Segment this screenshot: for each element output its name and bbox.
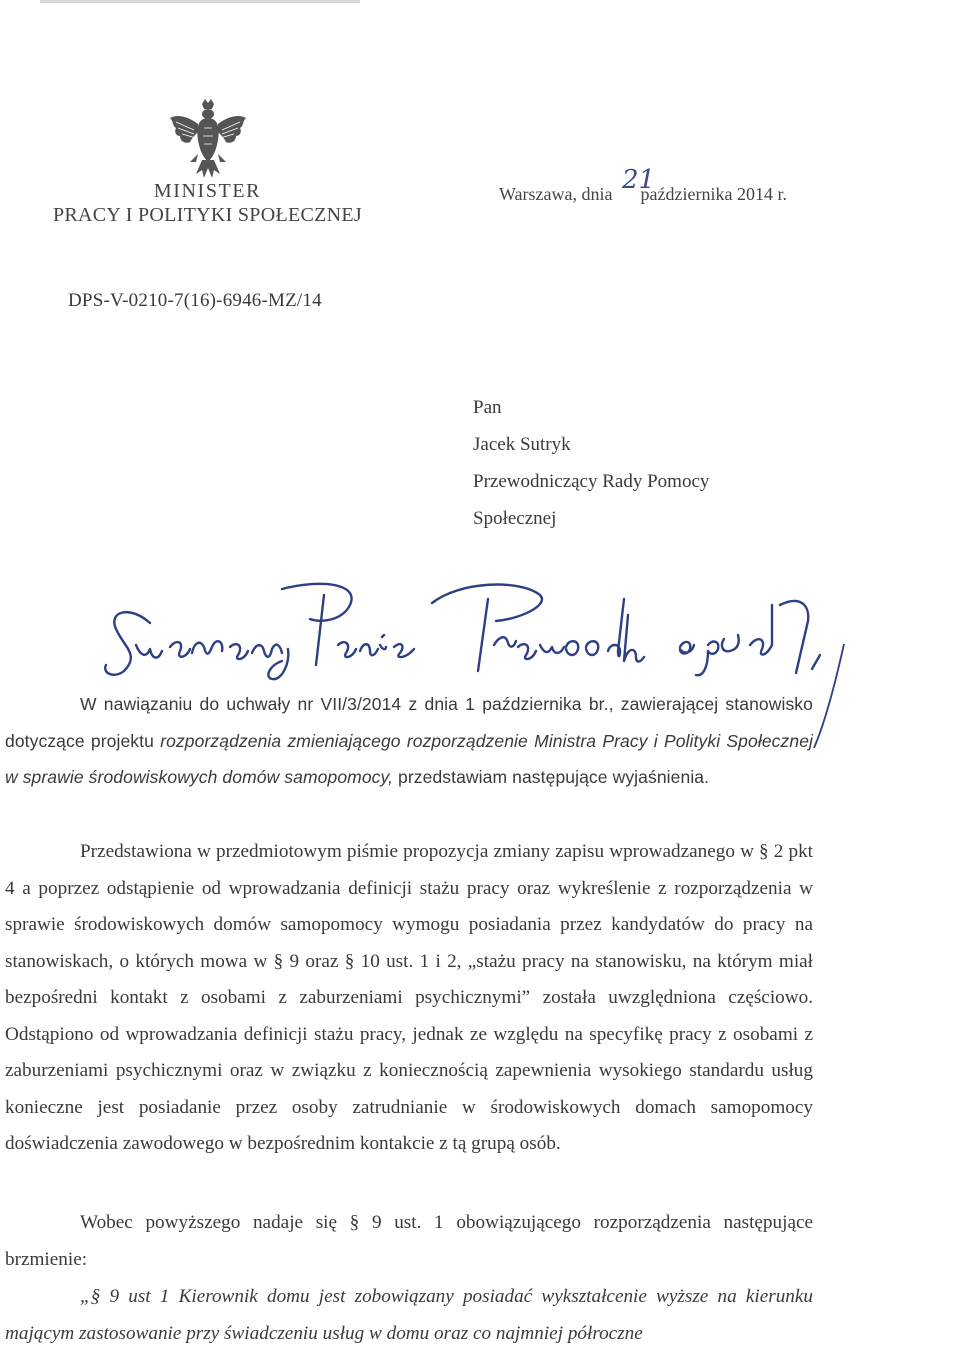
intro-italic: rozporządzenia zmieniającego rozporządzenie Ministra Pracy i Polityki Społecznej w sprawie środowiskowych domów samopomocy, [5,730,814,787]
ministry-title: MINISTER [153,180,262,202]
paragraph-main-text: Przedstawiona w przedmiotowym piśmie propozycja zmiany zapisu wprowadzanego w § 2 pkt 4 a poprzez odstąpienie od wprowadzania definicji stażu pracy oraz wykreślenie z rozporządzenia w sprawie środowiskowych domów samopomocy wymogu posiadania przez kandydatów do pracy na stanowiskach, o których mowa w § 9 oraz § 10 ust. 1 i 2, „stażu pracy na stanowisku, na którym miał bezpośredni kontakt z osobami z zaburzeniami psychicznymi” została uwzględniona częściowo. Odstąpiono od wprowadzania definicji stażu pracy, jednak ze względu na specyfikę pracy z osobami z zaburzeniami psychicznymi oraz w związku z koniecznością zapewnienia wysokiego standardu usług konieczne jest posiadanie przez osoby zatrudnianie w środowiskowych domach samopomocy doświadczenia zawodowego w bezpośrednim kontakcie z tą grupą osób. [5,841,813,1154]
recipient-title: Pan [473,397,502,418]
intro-lead: W nawiązaniu do uchwały nr VII/3/2014 z dnia 1 października br., zawierającej stanowisko dotyczące projektu [5,694,813,751]
paragraph-intro [5,686,813,796]
date-suffix: października 2014 r. [640,184,787,204]
scan-artifact [40,0,360,6]
paragraph-quote [5,1279,813,1352]
paragraph-quote-text: „§ 9 ust 1 Kierownik domu jest zobowiązany posiadać wykształcenie wyższe na kierunku mającym zastosowanie przy świadczeniu usług w domu oraz co najmniej półroczne [5,1286,813,1344]
paragraph-main [5,834,813,1163]
handwritten-day-text: 21 [622,165,656,195]
eagle-emblem-icon [168,98,248,180]
recipient-name: Jacek Sutryk [473,434,571,455]
intro-tail: przedstawiam następujące wyjaśnienia. [398,767,710,787]
recipient-position-cont: Społecznej [473,508,557,529]
signature-stroke [808,640,848,750]
handwritten-day [620,158,660,198]
recipient-position: Przewodniczący Rady Pomocy [473,471,710,492]
ministry-subtitle: PRACY I POLITYKI SPOŁECZNEJ [52,204,363,226]
date-prefix: Warszawa, dnia [499,184,613,204]
paragraph-wobec-text: Wobec powyższego nadaje się § 9 ust. 1 obowiązującego rozporządzenia następujące brzmienie: [5,1212,813,1270]
reference-number: DPS-V-0210-7(16)-6946-MZ/14 [68,290,322,311]
paragraph-intro-text [5,686,813,796]
paragraph-wobec [5,1205,813,1278]
handwritten-salutation [20,575,940,685]
